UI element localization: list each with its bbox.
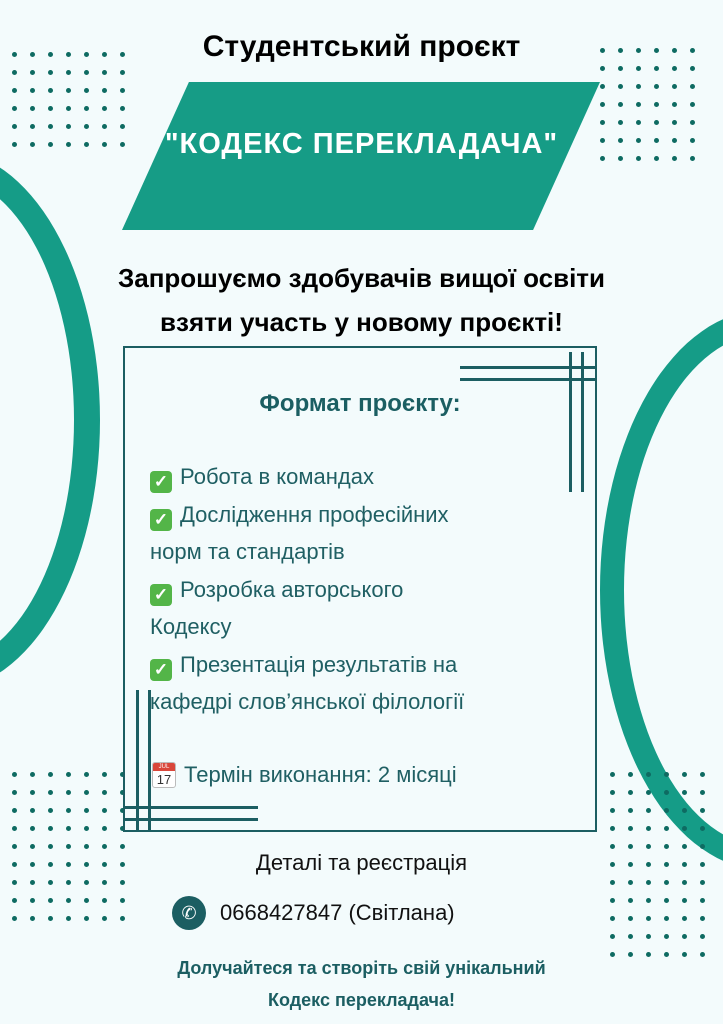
dot (84, 898, 89, 903)
dot (30, 844, 35, 849)
dot (102, 916, 107, 921)
dot (30, 106, 35, 111)
dot (610, 880, 615, 885)
dot (682, 808, 687, 813)
dot (646, 772, 651, 777)
dot (84, 106, 89, 111)
dot (600, 66, 605, 71)
dot (618, 66, 623, 71)
dot (628, 772, 633, 777)
check-icon: ✓ (150, 584, 172, 606)
dot (30, 70, 35, 75)
dot (628, 790, 633, 795)
dot (610, 826, 615, 831)
dot (700, 772, 705, 777)
dot (66, 880, 71, 885)
dot (48, 844, 53, 849)
invitation-line-2: взяти участь у новому проєкті! (160, 307, 563, 337)
dot (102, 772, 107, 777)
dot (600, 102, 605, 107)
dots-bottom-left (12, 772, 125, 921)
dot (700, 898, 705, 903)
dot (48, 808, 53, 813)
dot (120, 106, 125, 111)
dot (646, 826, 651, 831)
dot (84, 844, 89, 849)
dot (120, 916, 125, 921)
list-item-text: Розробка авторського (180, 576, 404, 602)
dot (12, 826, 17, 831)
list-item (150, 571, 550, 646)
dot (646, 934, 651, 939)
dot (700, 952, 705, 957)
dot (102, 106, 107, 111)
dot (700, 916, 705, 921)
dot (682, 880, 687, 885)
dot (12, 88, 17, 93)
dot (646, 844, 651, 849)
frame-line (581, 352, 584, 492)
dot (30, 916, 35, 921)
dot (66, 790, 71, 795)
dot (672, 120, 677, 125)
dot (664, 844, 669, 849)
dot (664, 898, 669, 903)
page-title: Студентський проєкт (202, 30, 521, 63)
dot (654, 102, 659, 107)
dot (48, 898, 53, 903)
dot (66, 772, 71, 777)
dot (30, 826, 35, 831)
dot (66, 88, 71, 93)
dot (48, 790, 53, 795)
dot (102, 88, 107, 93)
dot (600, 120, 605, 125)
dot (682, 934, 687, 939)
dot (66, 826, 71, 831)
dot (682, 952, 687, 957)
dot (628, 916, 633, 921)
dot (84, 772, 89, 777)
dot (628, 934, 633, 939)
dot (654, 66, 659, 71)
dot (618, 120, 623, 125)
dot (664, 916, 669, 921)
check-icon: ✓ (150, 659, 172, 681)
dot (12, 70, 17, 75)
invitation-line-1: Запрошуємо здобувачів вищої освіти (117, 263, 606, 293)
dot (102, 826, 107, 831)
dot (120, 88, 125, 93)
frame-line (460, 366, 597, 369)
dot (700, 934, 705, 939)
list-item-text-cont: кафедрі слов’янської філології (150, 689, 465, 714)
dot (628, 808, 633, 813)
dot (12, 880, 17, 885)
dot (664, 880, 669, 885)
dot (610, 898, 615, 903)
dot (672, 84, 677, 89)
term-text: Термін виконання: 2 місяці (184, 762, 457, 787)
dot (66, 844, 71, 849)
list-item (150, 646, 550, 721)
dot (690, 84, 695, 89)
dot (636, 102, 641, 107)
dot (646, 880, 651, 885)
dot (120, 880, 125, 885)
dot (84, 790, 89, 795)
dot (690, 66, 695, 71)
format-list (150, 458, 550, 721)
frame-line (123, 818, 258, 821)
dot (646, 808, 651, 813)
dot (628, 880, 633, 885)
dot (84, 88, 89, 93)
dot (66, 898, 71, 903)
check-icon: ✓ (150, 509, 172, 531)
phone-number[interactable]: 0668427847 (Світлана) (220, 900, 455, 925)
dot (12, 790, 17, 795)
dot (66, 916, 71, 921)
dot (682, 790, 687, 795)
calendar-icon (152, 762, 176, 788)
dot (618, 84, 623, 89)
dot (690, 102, 695, 107)
dot (646, 898, 651, 903)
dot (30, 790, 35, 795)
dot (610, 790, 615, 795)
term-line (152, 762, 457, 788)
dot (12, 808, 17, 813)
dot (700, 808, 705, 813)
dot (48, 826, 53, 831)
dot (610, 844, 615, 849)
dot (66, 808, 71, 813)
check-icon: ✓ (150, 471, 172, 493)
dot (66, 106, 71, 111)
list-item (150, 496, 550, 571)
dot (636, 120, 641, 125)
call-to-action (80, 952, 643, 1016)
dot (120, 844, 125, 849)
dot (120, 70, 125, 75)
dot (30, 88, 35, 93)
dot (102, 70, 107, 75)
calendar-month: JUL (153, 763, 175, 771)
cta-line-2: Кодекс перекладача! (268, 990, 455, 1010)
format-title: Формат проєкту: (259, 390, 461, 417)
dot (682, 916, 687, 921)
dot (48, 880, 53, 885)
dot (636, 66, 641, 71)
dot (84, 808, 89, 813)
dot (600, 84, 605, 89)
dot (672, 66, 677, 71)
dot (682, 772, 687, 777)
dot (672, 102, 677, 107)
dot (610, 772, 615, 777)
cta-line-1: Долучайтеся та створіть свій унікальний (177, 958, 546, 978)
dot (664, 826, 669, 831)
dot (628, 826, 633, 831)
dot (646, 952, 651, 957)
dot (664, 952, 669, 957)
dot (12, 844, 17, 849)
dot (628, 844, 633, 849)
dot (30, 898, 35, 903)
dot (682, 898, 687, 903)
dot (12, 898, 17, 903)
invitation-text (40, 256, 683, 344)
dot (664, 772, 669, 777)
dot (102, 898, 107, 903)
dot (610, 916, 615, 921)
dot (664, 808, 669, 813)
dot (654, 84, 659, 89)
list-item-text: Робота в командах (180, 464, 374, 489)
list-item-text-cont: норм та стандартів (150, 539, 345, 564)
frame-line (123, 806, 258, 809)
list-item-text: Дослідження професійних (180, 501, 449, 527)
dot (690, 120, 695, 125)
dot (48, 70, 53, 75)
dot (664, 934, 669, 939)
list-item-text-cont: Кодексу (150, 614, 232, 639)
frame-line (460, 378, 597, 381)
dot (84, 916, 89, 921)
dot (682, 844, 687, 849)
dot (610, 934, 615, 939)
dot (682, 826, 687, 831)
dot (102, 808, 107, 813)
dot (628, 898, 633, 903)
dot (636, 84, 641, 89)
dot (664, 790, 669, 795)
dot (48, 88, 53, 93)
dot (84, 70, 89, 75)
dot (12, 916, 17, 921)
dot (120, 898, 125, 903)
dot (700, 880, 705, 885)
dot (646, 916, 651, 921)
frame-line (569, 352, 572, 492)
dot (30, 808, 35, 813)
calendar-day: 17 (156, 772, 172, 787)
list-item (150, 458, 550, 496)
dot (610, 808, 615, 813)
dot (102, 790, 107, 795)
dot (48, 916, 53, 921)
dot (646, 790, 651, 795)
dot (102, 844, 107, 849)
left-ring-decoration (0, 150, 100, 690)
list-item-text: Презентація результатів на (180, 651, 458, 677)
dot (12, 106, 17, 111)
dot (30, 772, 35, 777)
dot (48, 772, 53, 777)
dot (66, 70, 71, 75)
frame-line (136, 690, 139, 830)
details-heading: Деталі та реєстрація (255, 850, 468, 875)
dot (700, 826, 705, 831)
dot (654, 120, 659, 125)
dot (48, 106, 53, 111)
dot (12, 772, 17, 777)
banner-title: "КОДЕКС ПЕРЕКЛАДАЧА" (164, 128, 559, 160)
dot (30, 880, 35, 885)
phone-icon[interactable]: ✆ (172, 896, 206, 930)
dot (618, 102, 623, 107)
dot (700, 790, 705, 795)
dot (700, 844, 705, 849)
dot (84, 826, 89, 831)
dot (84, 880, 89, 885)
dot (102, 880, 107, 885)
